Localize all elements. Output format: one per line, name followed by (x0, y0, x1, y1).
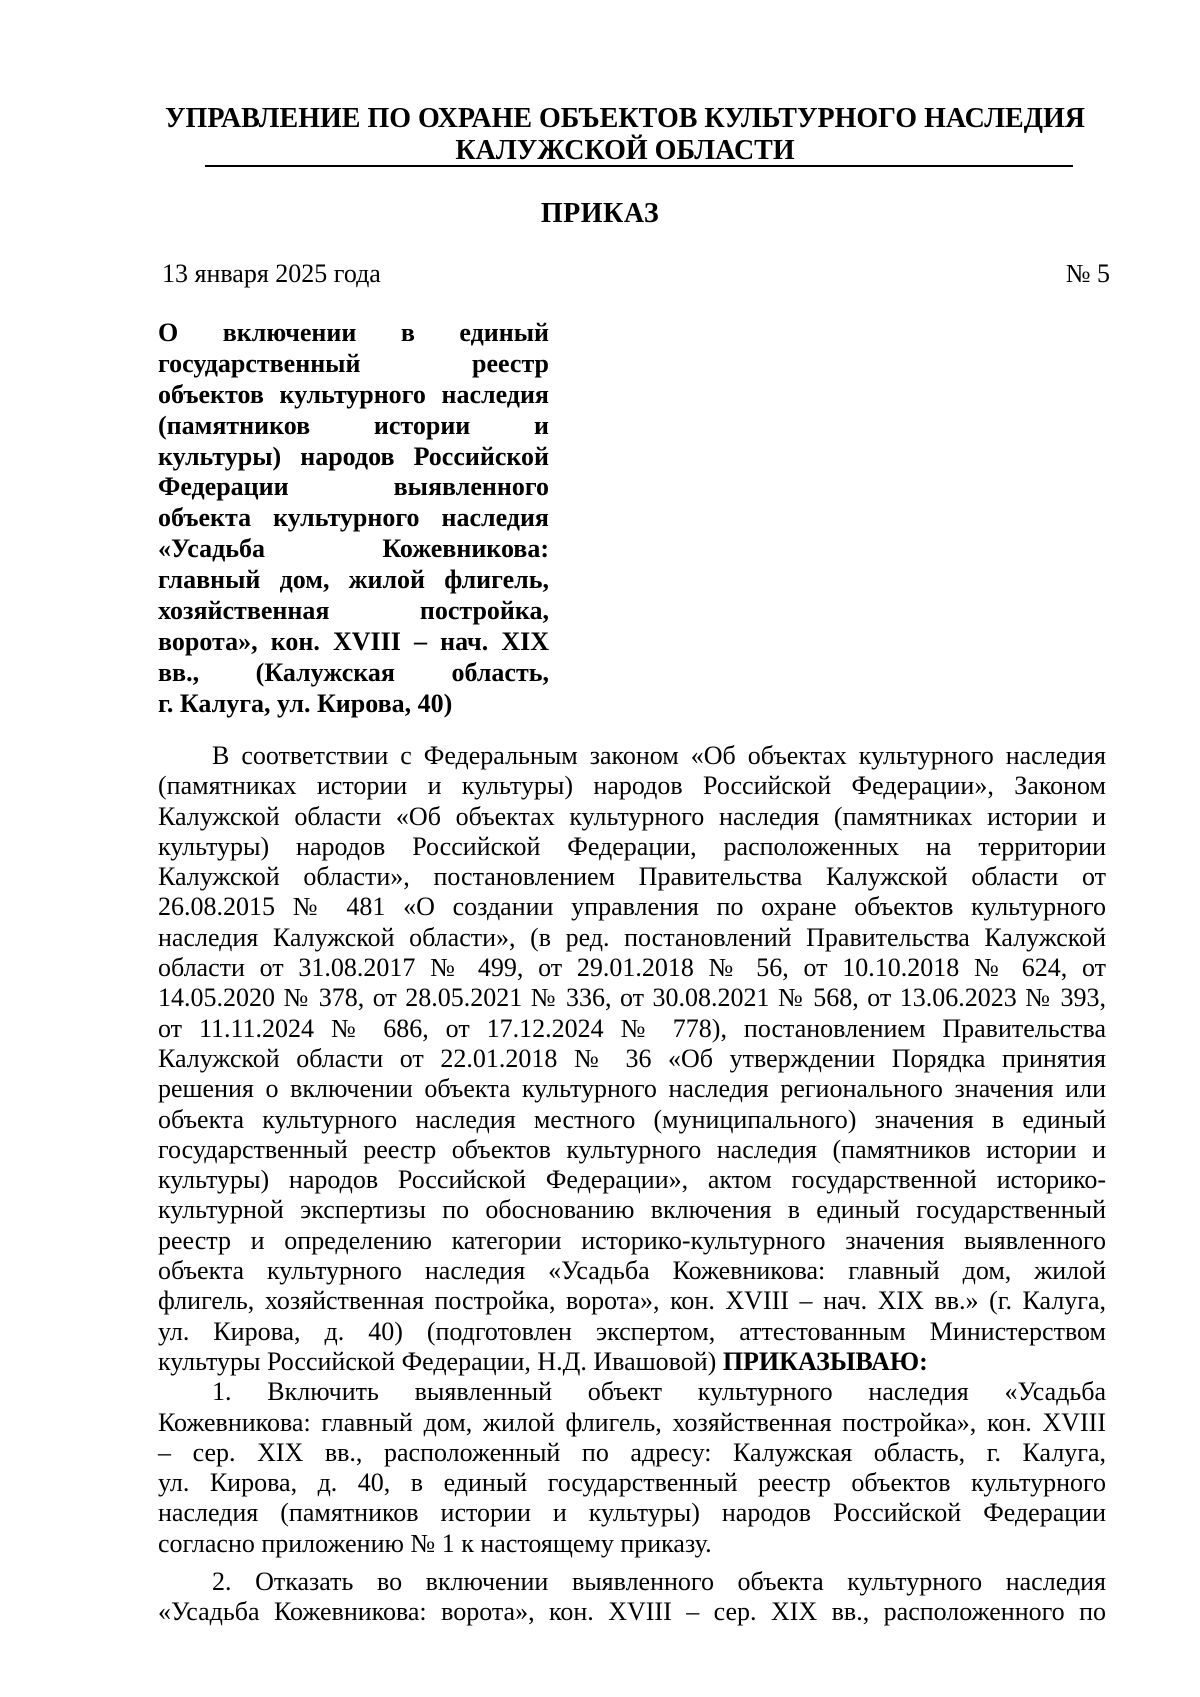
preamble-line: области от 31.08.2017 № 499, от 29.01.2018 № 56, от 10.10.2018 № 624, от (158, 953, 1106, 983)
preamble-line: объекта культурного наследия «Усадьба Кожевникова: главный дом, жилой (158, 1256, 1106, 1286)
order-subject (158, 318, 549, 720)
organization-name-line-2: КАЛУЖСКОЙ ОБЛАСТИ (455, 135, 795, 166)
subject-line: объекта культурного наследия (158, 503, 549, 533)
preamble-line: Калужской области», постановлением Правительства Калужской области от (158, 862, 1106, 892)
preamble-line: решения о включении объекта культурного наследия регионального значения или (158, 1074, 1106, 1104)
subject-line: ворота», кон. XVIII – нач. XIX (158, 626, 549, 656)
preamble-line: объекта культурного наследия местного (муниципального) значения в единый (158, 1104, 1106, 1134)
order-number: № 5 (1065, 259, 1110, 288)
subject-line: хозяйственная постройка, (158, 596, 549, 626)
preamble-line: Калужской области от 22.01.2018 № 36 «Об утверждении Порядка принятия (158, 1043, 1106, 1073)
preamble-line: культуры) народов Российской Федерации, расположенных на территории (158, 831, 1106, 861)
subject-line: Федерации выявленного (158, 472, 549, 502)
preamble-line: от 11.11.2024 № 686, от 17.12.2024 № 778), постановлением Правительства (158, 1013, 1106, 1043)
item-1-line: – сер. XIX вв., расположенный по адресу: Калужская область, г. Калуга, (158, 1437, 1106, 1467)
organization-name-line-1: УПРАВЛЕНИЕ ПО ОХРАНЕ ОБЪЕКТОВ КУЛЬТУРНОГО НАСЛЕДИЯ (165, 103, 1085, 134)
subject-line: «Усадьба Кожевникова: (158, 534, 549, 564)
preamble-line: наследия Калужской области», (в ред. постановлений Правительства Калужской (158, 922, 1106, 952)
subject-line: вв., (Калужская область, (158, 657, 549, 687)
item-2-line: 2. Отказать во включении выявленного объекта культурного наследия (212, 1567, 1106, 1597)
subject-line: объектов культурного наследия (158, 379, 549, 409)
paragraph-gap (158, 1559, 1106, 1567)
order-date: 13 января 2025 года (162, 259, 381, 288)
item-2-line: «Усадьба Кожевникова: ворота», кон. XVIII – сер. XIX вв., расположенного по (158, 1597, 1106, 1627)
order-body (158, 741, 1106, 1628)
preamble-last-text: культуры Российской Федерации, Н.Д. Ивашовой) (158, 1346, 723, 1376)
item-1-line: согласно приложению № 1 к настоящему приказу. (158, 1528, 712, 1558)
order-directive-word: ПРИКАЗЫВАЮ: (722, 1346, 928, 1376)
item-1-line: наследия (памятников истории и культуры) народов Российской Федерации (158, 1498, 1106, 1528)
preamble-line: культурной экспертизы по обоснованию включения в единый государственный (158, 1195, 1106, 1225)
preamble-line: флигель, хозяйственная постройка, ворота», кон. XVIII – нач. XIX вв.» (г. Калуга, (158, 1286, 1106, 1316)
preamble-line (158, 1347, 1106, 1377)
preamble-line: культуры) народов Российской Федерации», актом государственной историко- (158, 1165, 1106, 1195)
preamble-line: В соответствии с Федеральным законом «Об объектах культурного наследия (212, 741, 1106, 770)
item-1-line: ул. Кирова, д. 40, в единый государственный реестр объектов культурного (158, 1468, 1106, 1498)
preamble-line: Калужской области «Об объектах культурного наследия (памятниках истории и (158, 801, 1106, 831)
organization-header (150, 103, 1100, 167)
subject-line: О включении в единый (158, 318, 549, 347)
subject-line: культуры) народов Российской (158, 441, 549, 471)
preamble-line: 26.08.2015 № 481 «О создании управления по охране объектов культурного (158, 892, 1106, 922)
subject-line: главный дом, жилой флигель, (158, 565, 549, 595)
subject-line: государственный реестр (158, 348, 549, 378)
header-underline (205, 165, 1073, 167)
document-type-title: ПРИКАЗ (540, 198, 660, 229)
subject-line: г. Калуга, ул. Кирова, 40) (158, 688, 453, 718)
preamble-line: реестр и определению категории историко-культурного значения выявленного (158, 1225, 1106, 1255)
item-1-line: Кожевникова: главный дом, жилой флигель, хозяйственная постройка», кон. XVIII (158, 1407, 1106, 1437)
preamble-line: ул. Кирова, д. 40) (подготовлен экспертом, аттестованным Министерством (158, 1316, 1106, 1346)
preamble-line: (памятниках истории и культуры) народов Российской Федерации», Законом (158, 771, 1106, 801)
item-1-line: 1. Включить выявленный объект культурного наследия «Усадьба (212, 1377, 1106, 1407)
preamble-line: 14.05.2020 № 378, от 28.05.2021 № 336, от 30.08.2021 № 568, от 13.06.2023 № 393, (158, 983, 1106, 1013)
preamble-line: государственный реестр объектов культурного наследия (памятников истории и (158, 1134, 1106, 1164)
subject-line: (памятников истории и (158, 410, 549, 440)
